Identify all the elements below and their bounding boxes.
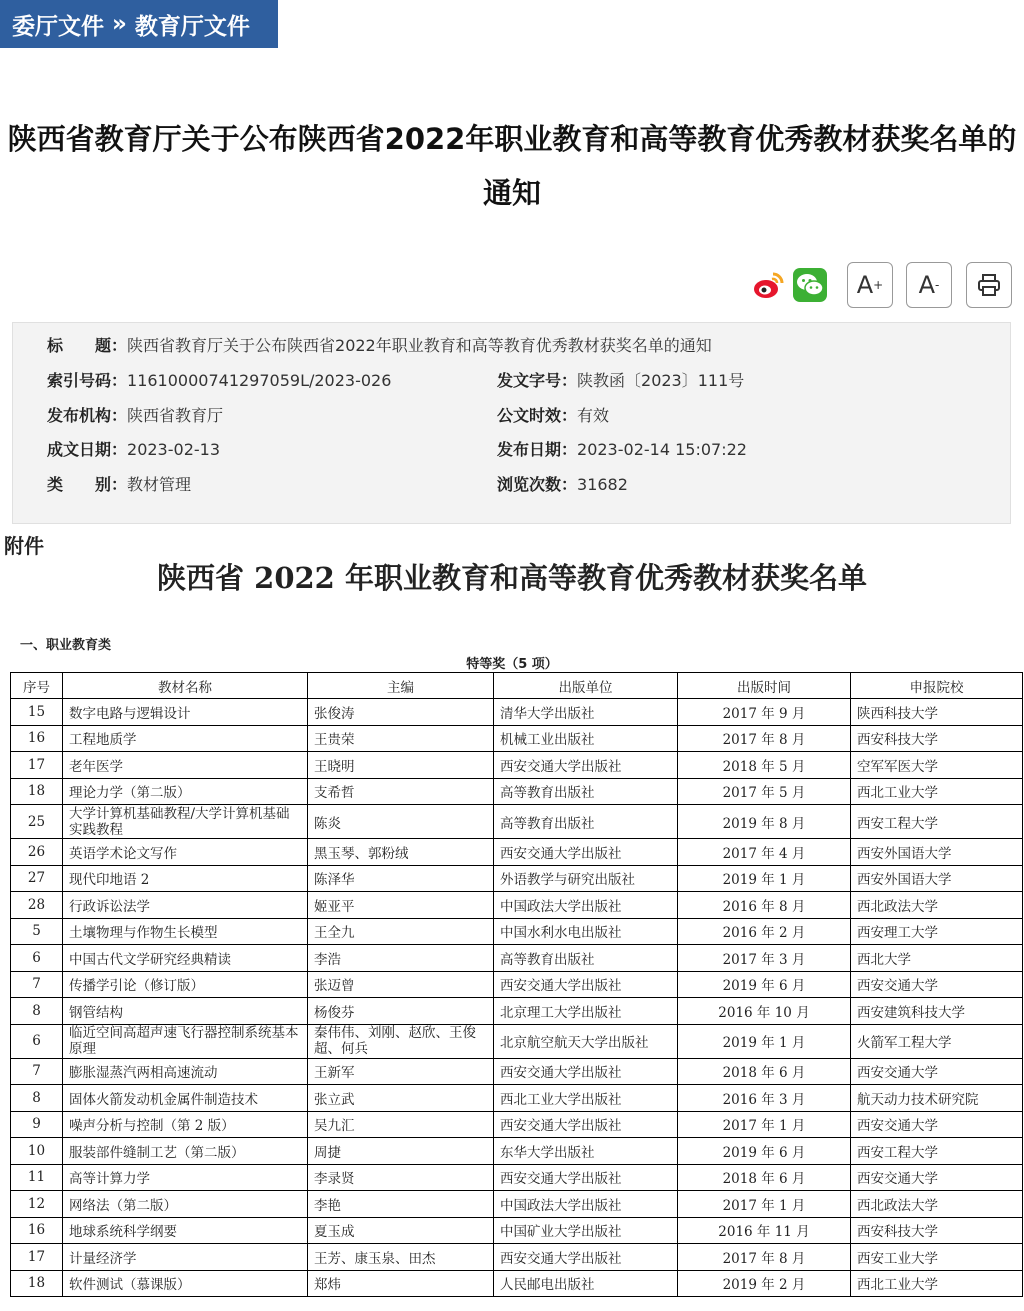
row-name: 理论力学（第二版） — [63, 778, 308, 805]
header-editor: 主编 — [308, 673, 494, 699]
font-decrease-mark: - — [935, 278, 940, 292]
row-publisher: 中国水利水电出版社 — [494, 918, 678, 945]
row-editor: 王新军 — [308, 1058, 494, 1085]
table-row — [11, 805, 1023, 839]
row-date: 2016 年 10 月 — [678, 998, 851, 1025]
row-school: 西安外国语大学 — [851, 865, 1023, 892]
row-date: 2017 年 1 月 — [678, 1111, 851, 1138]
meta-title: 标 题：陕西省教育厅关于公布陕西省2022年职业教育和高等教育优秀教材获奖名单的通知 — [47, 336, 712, 355]
row-name: 服装部件缝制工艺（第二版） — [63, 1138, 308, 1165]
table-row — [11, 945, 1023, 972]
row-name: 老年医学 — [63, 752, 308, 779]
meta-doc-number: 发文字号：陕教函〔2023〕111号 — [497, 371, 745, 390]
row-index: 25 — [11, 805, 63, 839]
row-publisher: 北京理工大学出版社 — [494, 998, 678, 1025]
row-name: 传播学引论（修订版） — [63, 971, 308, 998]
row-index: 16 — [11, 1217, 63, 1244]
table-row — [11, 752, 1023, 779]
table-row — [11, 1058, 1023, 1085]
row-editor: 李录贤 — [308, 1164, 494, 1191]
printer-icon — [977, 274, 1001, 296]
meta-validity: 公文时效：有效 — [497, 406, 610, 425]
row-index: 17 — [11, 752, 63, 779]
table-row — [11, 1217, 1023, 1244]
breadcrumb-separator: » — [112, 11, 127, 37]
row-name: 钢管结构 — [63, 998, 308, 1025]
table-row — [11, 1244, 1023, 1271]
row-editor: 姬亚平 — [308, 892, 494, 919]
row-editor: 王全九 — [308, 918, 494, 945]
row-date: 2019 年 6 月 — [678, 971, 851, 998]
meta-written-date: 成文日期：2023-02-13 — [47, 440, 220, 459]
row-publisher: 西安交通大学出版社 — [494, 971, 678, 998]
font-increase-label: A — [856, 271, 874, 299]
font-increase-button[interactable] — [847, 262, 893, 308]
row-name: 临近空间高超声速飞行器控制系统基本原理 — [63, 1024, 308, 1058]
row-school: 西北政法大学 — [851, 892, 1023, 919]
row-date: 2016 年 2 月 — [678, 918, 851, 945]
row-name: 中国古代文学研究经典精读 — [63, 945, 308, 972]
table-row — [11, 1138, 1023, 1165]
header-index: 序号 — [11, 673, 63, 699]
row-school: 西安交通大学 — [851, 971, 1023, 998]
meta-index: 索引号码：11610000741297059L/2023-026 — [47, 371, 392, 390]
row-index: 5 — [11, 918, 63, 945]
row-editor: 杨俊芬 — [308, 998, 494, 1025]
row-publisher: 西安交通大学出版社 — [494, 839, 678, 866]
row-school: 西安交通大学 — [851, 1164, 1023, 1191]
row-school: 西北工业大学 — [851, 778, 1023, 805]
table-header-row — [11, 673, 1023, 699]
table-row — [11, 839, 1023, 866]
page-title-line1: 陕西省教育厅关于公布陕西省2022年职业教育和高等教育优秀教材获奖名单的 — [7, 122, 1017, 156]
row-editor: 王晓明 — [308, 752, 494, 779]
row-editor: 陈炎 — [308, 805, 494, 839]
row-name: 英语学术论文写作 — [63, 839, 308, 866]
row-date: 2018 年 6 月 — [678, 1164, 851, 1191]
table-row — [11, 998, 1023, 1025]
page-title — [0, 112, 1024, 220]
row-index: 9 — [11, 1111, 63, 1138]
row-school: 西北政法大学 — [851, 1191, 1023, 1218]
row-index: 27 — [11, 865, 63, 892]
row-publisher: 北京航空航天大学出版社 — [494, 1024, 678, 1058]
row-name: 网络法（第二版） — [63, 1191, 308, 1218]
table-row — [11, 892, 1023, 919]
row-name: 土壤物理与作物生长模型 — [63, 918, 308, 945]
row-editor: 秦伟伟、刘刚、赵欣、王俊超、何兵 — [308, 1024, 494, 1058]
row-date: 2019 年 6 月 — [678, 1138, 851, 1165]
row-publisher: 高等教育出版社 — [494, 945, 678, 972]
print-button[interactable] — [966, 262, 1012, 308]
attachment-title: 陕西省 2022 年职业教育和高等教育优秀教材获奖名单 — [157, 561, 867, 595]
row-date: 2018 年 6 月 — [678, 1058, 851, 1085]
row-publisher: 西安交通大学出版社 — [494, 1164, 678, 1191]
row-date: 2017 年 9 月 — [678, 699, 851, 726]
row-editor: 陈泽华 — [308, 865, 494, 892]
row-editor: 支希哲 — [308, 778, 494, 805]
row-name: 数字电路与逻辑设计 — [63, 699, 308, 726]
row-publisher: 人民邮电出版社 — [494, 1270, 678, 1297]
row-school: 西安工程大学 — [851, 805, 1023, 839]
row-school: 西北工业大学 — [851, 1270, 1023, 1297]
meta-publish-date: 发布日期：2023-02-14 15:07:22 — [497, 440, 747, 459]
table-row — [11, 1270, 1023, 1297]
breadcrumb-link-committee-docs[interactable]: 委厅文件 — [12, 13, 104, 40]
breadcrumb-link-education-docs[interactable]: 教育厅文件 — [134, 13, 250, 40]
row-editor: 李艳 — [308, 1191, 494, 1218]
row-index: 18 — [11, 1270, 63, 1297]
table-row — [11, 1024, 1023, 1058]
row-publisher: 西安交通大学出版社 — [494, 752, 678, 779]
row-name: 行政诉讼法学 — [63, 892, 308, 919]
attachment-label: 附件 — [4, 534, 44, 558]
row-name: 计量经济学 — [63, 1244, 308, 1271]
table-row — [11, 865, 1023, 892]
row-school: 西安交通大学 — [851, 1058, 1023, 1085]
award-table — [10, 672, 1023, 1297]
row-publisher: 西安交通大学出版社 — [494, 1111, 678, 1138]
row-date: 2017 年 4 月 — [678, 839, 851, 866]
row-publisher: 机械工业出版社 — [494, 725, 678, 752]
table-row — [11, 971, 1023, 998]
row-name: 膨胀湿蒸汽两相高速流动 — [63, 1058, 308, 1085]
row-index: 18 — [11, 778, 63, 805]
row-date: 2017 年 8 月 — [678, 725, 851, 752]
row-index: 8 — [11, 1085, 63, 1112]
row-date: 2016 年 11 月 — [678, 1217, 851, 1244]
row-index: 6 — [11, 945, 63, 972]
row-school: 西安交通大学 — [851, 1111, 1023, 1138]
row-editor: 李浩 — [308, 945, 494, 972]
row-name: 高等计算力学 — [63, 1164, 308, 1191]
header-date: 出版时间 — [678, 673, 851, 699]
row-index: 11 — [11, 1164, 63, 1191]
row-publisher: 西安交通大学出版社 — [494, 1244, 678, 1271]
row-publisher: 中国矿业大学出版社 — [494, 1217, 678, 1244]
row-publisher: 东华大学出版社 — [494, 1138, 678, 1165]
row-index: 17 — [11, 1244, 63, 1271]
row-index: 16 — [11, 725, 63, 752]
font-decrease-label: A — [918, 271, 936, 299]
row-school: 西安建筑科技大学 — [851, 998, 1023, 1025]
row-school: 火箭军工程大学 — [851, 1024, 1023, 1058]
row-publisher: 外语教学与研究出版社 — [494, 865, 678, 892]
row-index: 8 — [11, 998, 63, 1025]
row-date: 2016 年 3 月 — [678, 1085, 851, 1112]
row-school: 西北大学 — [851, 945, 1023, 972]
row-publisher: 中国政法大学出版社 — [494, 892, 678, 919]
row-school: 西安外国语大学 — [851, 839, 1023, 866]
header-school: 申报院校 — [851, 673, 1023, 699]
row-index: 7 — [11, 1058, 63, 1085]
row-name: 软件测试（慕课版） — [63, 1270, 308, 1297]
row-publisher: 西安交通大学出版社 — [494, 1058, 678, 1085]
row-date: 2018 年 5 月 — [678, 752, 851, 779]
meta-org: 发布机构：陕西省教育厅 — [47, 406, 224, 425]
row-publisher: 高等教育出版社 — [494, 805, 678, 839]
row-editor: 张俊涛 — [308, 699, 494, 726]
row-editor: 郑炜 — [308, 1270, 494, 1297]
row-editor: 王芳、康玉泉、田杰 — [308, 1244, 494, 1271]
row-school: 陕西科技大学 — [851, 699, 1023, 726]
row-index: 28 — [11, 892, 63, 919]
row-editor: 周捷 — [308, 1138, 494, 1165]
row-school: 西安理工大学 — [851, 918, 1023, 945]
row-index: 7 — [11, 971, 63, 998]
meta-category: 类 别：教材管理 — [47, 475, 192, 494]
row-name: 固体火箭发动机金属件制造技术 — [63, 1085, 308, 1112]
row-editor: 夏玉成 — [308, 1217, 494, 1244]
row-index: 6 — [11, 1024, 63, 1058]
row-name: 工程地质学 — [63, 725, 308, 752]
table-row — [11, 918, 1023, 945]
weibo-share-icon[interactable] — [751, 268, 785, 302]
row-index: 12 — [11, 1191, 63, 1218]
row-index: 15 — [11, 699, 63, 726]
table-row — [11, 1085, 1023, 1112]
row-date: 2019 年 1 月 — [678, 1024, 851, 1058]
row-school: 西安科技大学 — [851, 1217, 1023, 1244]
row-school: 西安工业大学 — [851, 1244, 1023, 1271]
table-row — [11, 1191, 1023, 1218]
row-date: 2019 年 1 月 — [678, 865, 851, 892]
table-row — [11, 725, 1023, 752]
prize-heading: 特等奖（5 项） — [466, 657, 558, 672]
row-publisher: 清华大学出版社 — [494, 699, 678, 726]
row-name: 大学计算机基础教程/大学计算机基础实践教程 — [63, 805, 308, 839]
row-date: 2016 年 8 月 — [678, 892, 851, 919]
row-index: 10 — [11, 1138, 63, 1165]
row-date: 2017 年 8 月 — [678, 1244, 851, 1271]
row-date: 2019 年 8 月 — [678, 805, 851, 839]
table-row — [11, 1111, 1023, 1138]
row-name: 噪声分析与控制（第 2 版） — [63, 1111, 308, 1138]
row-date: 2017 年 1 月 — [678, 1191, 851, 1218]
table-row — [11, 1164, 1023, 1191]
wechat-share-icon[interactable] — [793, 268, 827, 302]
row-school: 西安科技大学 — [851, 725, 1023, 752]
header-name: 教材名称 — [63, 673, 308, 699]
row-date: 2017 年 5 月 — [678, 778, 851, 805]
row-school: 空军军医大学 — [851, 752, 1023, 779]
section-heading: 一、职业教育类 — [20, 638, 112, 653]
row-name: 现代印地语 2 — [63, 865, 308, 892]
row-date: 2017 年 3 月 — [678, 945, 851, 972]
row-name: 地球系统科学纲要 — [63, 1217, 308, 1244]
font-decrease-button[interactable] — [906, 262, 952, 308]
document-metadata-panel — [12, 322, 1011, 524]
row-publisher: 中国政法大学出版社 — [494, 1191, 678, 1218]
row-editor: 王贵荣 — [308, 725, 494, 752]
row-school: 西安工程大学 — [851, 1138, 1023, 1165]
header-publisher: 出版单位 — [494, 673, 678, 699]
row-index: 26 — [11, 839, 63, 866]
row-publisher: 西北工业大学出版社 — [494, 1085, 678, 1112]
row-publisher: 高等教育出版社 — [494, 778, 678, 805]
meta-views: 浏览次数：31682 — [497, 475, 628, 494]
row-school: 航天动力技术研究院 — [851, 1085, 1023, 1112]
table-row — [11, 778, 1023, 805]
page-title-line2: 通知 — [482, 176, 541, 210]
row-editor: 吴九汇 — [308, 1111, 494, 1138]
row-editor: 黑玉琴、郭粉绒 — [308, 839, 494, 866]
table-row — [11, 699, 1023, 726]
row-editor: 张立武 — [308, 1085, 494, 1112]
font-increase-mark: + — [873, 278, 884, 292]
row-editor: 张迈曾 — [308, 971, 494, 998]
breadcrumb — [0, 0, 278, 48]
row-date: 2019 年 2 月 — [678, 1270, 851, 1297]
